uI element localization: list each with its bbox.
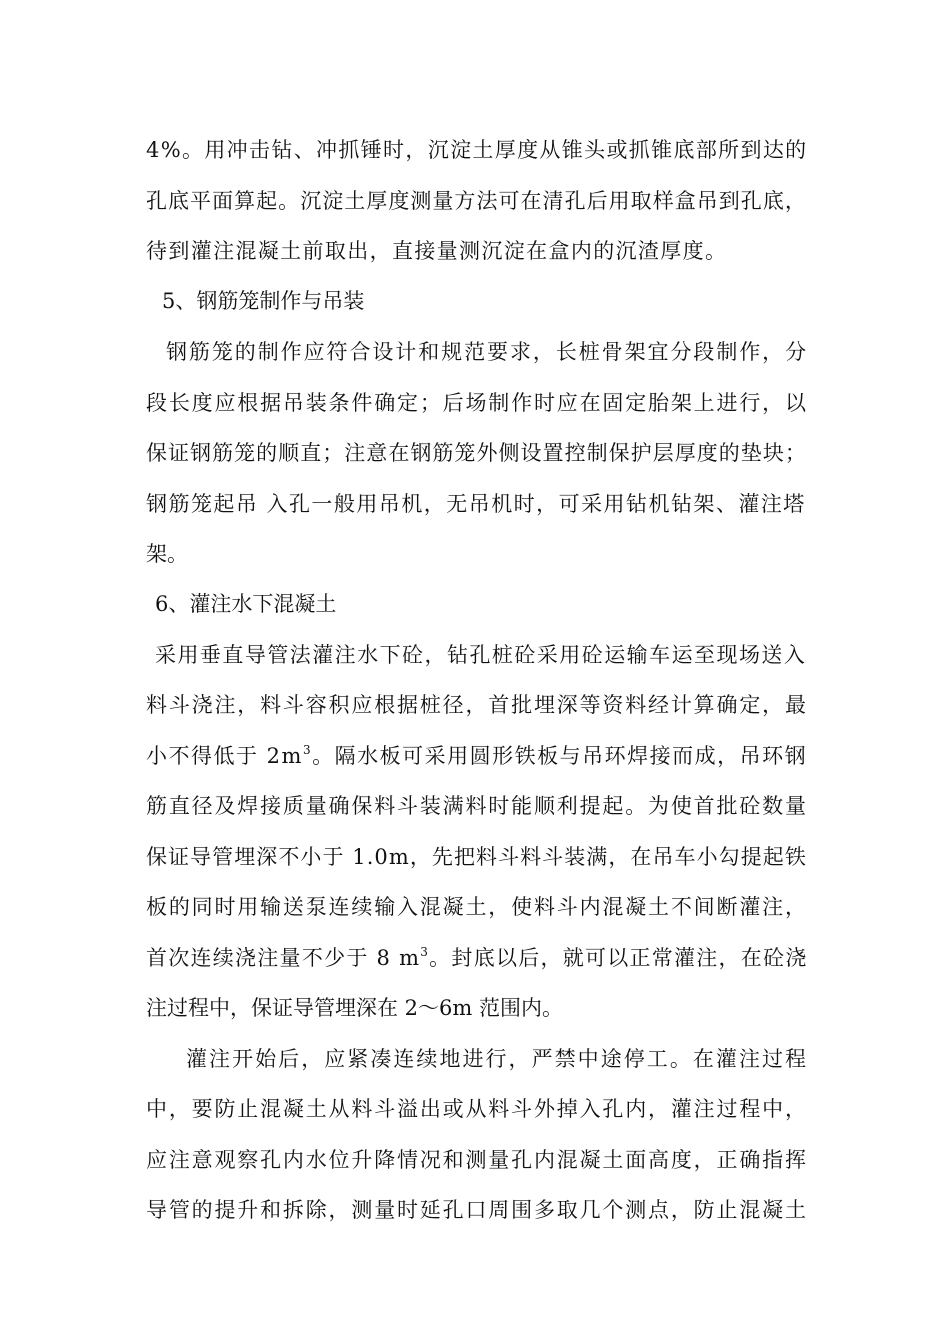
text-line: 架。: [146, 542, 188, 566]
section-heading-6: 6、灌注水下混凝土: [155, 592, 337, 616]
superscript: 3: [302, 743, 313, 757]
text-line: 保证导管埋深不小于 1.0m，先把料斗料斗装满，在吊车小勾提起铁: [146, 845, 807, 869]
text-fragment: 。封底以后，就可以正常灌注，在砼浇: [429, 946, 808, 970]
text-line: 保证钢筋笼的顺直；注意在钢筋笼外侧设置控制保护层厚度的垫块；: [146, 441, 807, 465]
text-line: 灌注开始后，应紧凑连续地进行，严禁中途停工。在灌注过程: [186, 1047, 809, 1071]
text-line: 待到灌注混凝土前取出，直接量测沉淀在盒内的沉渣厚度。: [146, 239, 728, 263]
text-line: 应注意观察孔内水位升降情况和测量孔内混凝土面高度，正确指挥: [146, 1148, 808, 1172]
text-line: 板的同时用输送泵连续输入混凝土，使料斗内混凝土不间断灌注，: [146, 895, 808, 919]
text-line: 4%。用冲击钻、冲抓锤时，沉淀土厚度从锥头或抓锥底部所到达的: [146, 138, 808, 162]
superscript: 3: [420, 945, 430, 959]
text-line: 筋直径及焊接质量确保料斗装满料时能顺利提起。为使首批砼数量: [146, 794, 808, 818]
text-fragment: 首次连续浇注量不少于 8 m: [146, 946, 421, 970]
text-line: 注过程中，保证导管埋深在 2～6m 范围内。: [146, 996, 563, 1020]
text-line: 采用垂直导管法灌注水下砼，钻孔桩砼采用砼运输车运至现场送入: [155, 643, 807, 667]
text-line: 钢筋笼的制作应符合设计和规范要求，长桩骨架宜分段制作，分: [166, 340, 809, 364]
section-heading-5: 5、钢筋笼制作与吊装: [162, 289, 365, 313]
text-fragment: 。隔水板可采用圆形铁板与吊环焊接而成，吊环钢: [312, 744, 808, 768]
text-line: [146, 944, 808, 972]
text-line: 导管的提升和拆除，测量时延孔口周围多取几个测点，防止混凝土: [146, 1198, 808, 1222]
text-line: 中，要防止混凝土从料斗溢出或从料斗外掉入孔内，灌注过程中，: [146, 1097, 808, 1121]
text-line: 段长度应根据吊装条件确定；后场制作时应在固定胎架上进行，以: [146, 391, 808, 415]
text-fragment: 小不得低于 2m: [146, 744, 303, 768]
text-line: [146, 742, 807, 770]
text-line: 料斗浇注，料斗容积应根据桩径，首批埋深等资料经计算确定，最: [146, 693, 808, 717]
text-line: 钢筋笼起吊 入孔一般用吊机，无吊机时，可采用钻机钻架、灌注塔: [146, 492, 806, 516]
text-line: 孔底平面算起。沉淀土厚度测量方法可在清孔后用取样盒吊到孔底，: [146, 189, 807, 213]
